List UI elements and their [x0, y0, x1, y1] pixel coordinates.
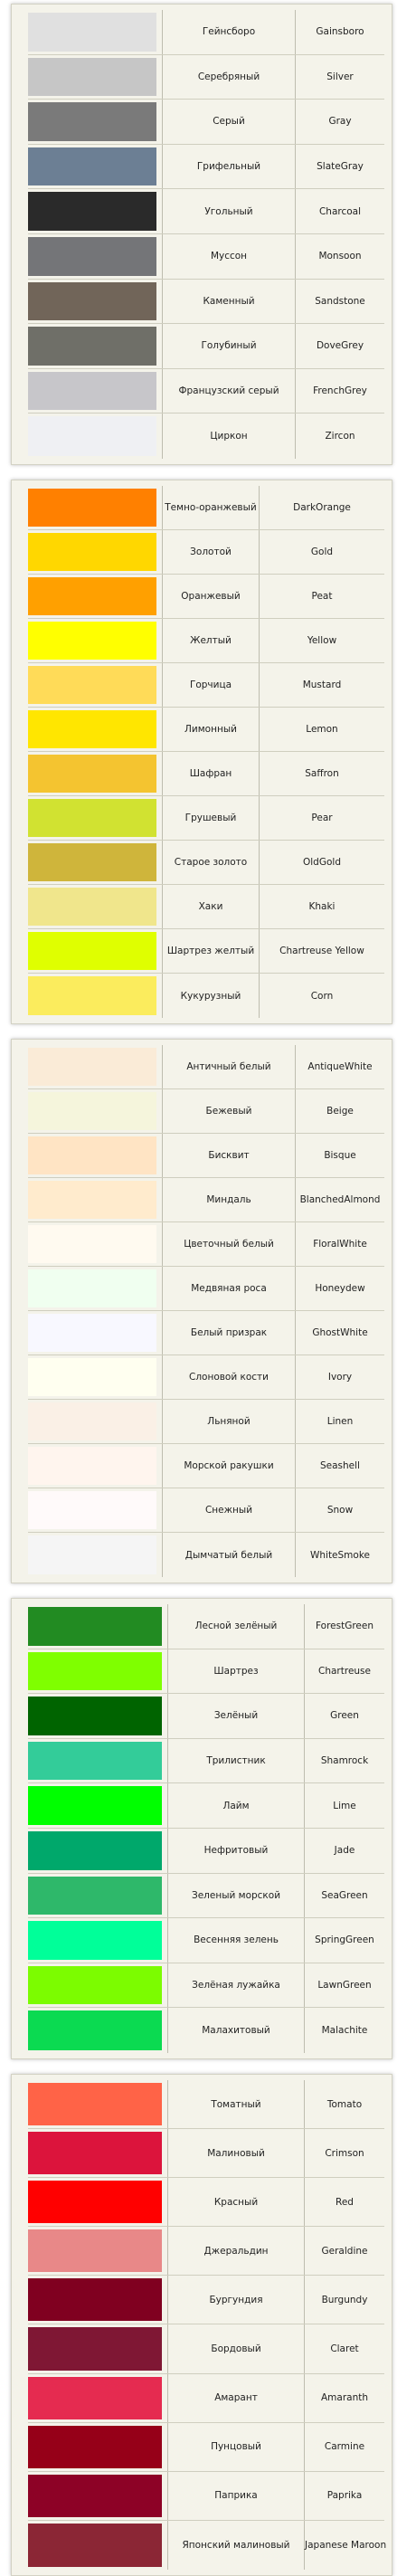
color-row [28, 1355, 384, 1400]
color-swatch [28, 13, 156, 52]
color-name-english: Gold [259, 530, 384, 574]
color-swatch [28, 1607, 162, 1646]
color-name-english: Chartreuse [304, 1649, 384, 1694]
color-row [28, 10, 384, 55]
color-row [28, 100, 384, 145]
color-name-russian: Томатный [167, 2080, 304, 2128]
color-row [28, 486, 384, 530]
color-name-english: SpringGreen [304, 1918, 384, 1963]
color-row [28, 2423, 384, 2472]
color-swatch [28, 416, 156, 456]
color-name-english: OldGold [259, 841, 384, 884]
color-name-english: Crimson [304, 2129, 384, 2177]
color-row [28, 1829, 384, 1874]
color-swatch [28, 2426, 162, 2468]
color-swatch [28, 2083, 162, 2125]
color-swatch [28, 1447, 156, 1485]
color-name-english: Honeydew [295, 1267, 384, 1310]
color-row [28, 796, 384, 841]
color-name-russian: Трилистник [167, 1739, 304, 1783]
color-swatch [28, 2278, 162, 2321]
color-name-english: Corn [259, 974, 384, 1018]
color-row [28, 1533, 384, 1577]
color-name-russian: Слоновой кости [162, 1355, 295, 1399]
color-swatch [28, 2327, 162, 2370]
color-row [28, 1649, 384, 1695]
color-swatch [28, 843, 156, 881]
color-swatch [28, 577, 156, 615]
color-name-english: Khaki [259, 885, 384, 928]
color-swatch [28, 932, 156, 970]
color-swatch [28, 1136, 156, 1174]
gray-colors-table [11, 4, 392, 465]
color-name-russian: Лимонный [162, 708, 259, 751]
color-name-russian: Античный белый [162, 1045, 295, 1088]
color-row [28, 2521, 387, 2570]
color-name-english: Linen [295, 1400, 384, 1443]
color-name-english: SlateGray [295, 145, 384, 189]
color-name-russian: Темно-оранжевый [162, 486, 259, 529]
color-swatch [28, 2010, 162, 2050]
color-name-english: WhiteSmoke [295, 1533, 384, 1577]
color-name-russian: Шартрез [167, 1649, 304, 1694]
color-name-russian: Угольный [162, 189, 295, 233]
color-row [28, 2129, 384, 2178]
color-swatch [28, 489, 156, 527]
color-swatch [28, 710, 156, 748]
color-name-russian: Хаки [162, 885, 259, 928]
color-name-english: ForestGreen [304, 1604, 384, 1649]
color-swatch [28, 282, 156, 321]
color-name-russian: Серый [162, 100, 295, 144]
color-name-russian: Красный [167, 2178, 304, 2226]
color-name-russian: Весенняя зелень [167, 1918, 304, 1963]
color-swatch [28, 1092, 156, 1130]
color-name-english: Lemon [259, 708, 384, 751]
color-name-russian: Шафран [162, 752, 259, 795]
color-name-english: GhostWhite [295, 1311, 384, 1355]
color-name-english: Sandstone [295, 280, 384, 324]
color-name-english: Beige [295, 1089, 384, 1133]
color-swatch [28, 102, 156, 141]
color-row [28, 1874, 384, 1919]
color-name-english: Mustard [259, 663, 384, 707]
color-swatch [28, 666, 156, 704]
color-row [28, 2178, 384, 2227]
color-name-english: Paprika [304, 2472, 384, 2520]
yellow-orange-colors-table [11, 480, 392, 1024]
color-name-english: Geraldine [304, 2227, 384, 2275]
color-row [28, 2374, 384, 2423]
color-row [28, 234, 384, 280]
color-swatch [28, 1831, 162, 1870]
color-row [28, 369, 384, 414]
table-body [12, 2075, 392, 2575]
color-swatch [28, 888, 156, 926]
color-name-english: Charcoal [295, 189, 384, 233]
color-swatch [28, 1786, 162, 1825]
color-swatch [28, 2229, 162, 2272]
color-swatch [28, 2475, 162, 2517]
color-swatch [28, 1652, 162, 1691]
color-name-russian: Бежевый [162, 1089, 295, 1133]
color-row [28, 1045, 384, 1089]
color-name-english: DoveGrey [295, 324, 384, 368]
color-swatch [28, 533, 156, 571]
color-swatch [28, 2377, 162, 2419]
color-name-russian: Горчица [162, 663, 259, 707]
color-row [28, 929, 384, 974]
color-row [28, 145, 384, 190]
color-name-russian: Лесной зелёный [167, 1604, 304, 1649]
color-name-english: Red [304, 2178, 384, 2226]
color-swatch [28, 1048, 156, 1086]
color-row [28, 530, 384, 575]
color-row [28, 708, 384, 752]
color-name-english: Malachite [304, 2008, 384, 2053]
color-name-russian: Нефритовый [167, 1829, 304, 1873]
color-swatch [28, 147, 156, 186]
color-swatch [28, 1877, 162, 1915]
color-swatch [28, 976, 156, 1015]
color-name-english: DarkOrange [259, 486, 384, 529]
color-row [28, 841, 384, 885]
color-name-russian: Зелёная лужайка [167, 1963, 304, 2008]
color-row [28, 1963, 384, 2009]
color-name-russian: Зеленый морской [167, 1874, 304, 1918]
color-row [28, 1488, 384, 1533]
color-name-english: Chartreuse Yellow [259, 929, 384, 973]
color-row [28, 575, 384, 619]
color-name-english: Snow [295, 1488, 384, 1532]
color-swatch [28, 1697, 162, 1735]
color-swatch [28, 58, 156, 97]
color-name-english: Yellow [259, 619, 384, 662]
color-name-russian: Медвяная роса [162, 1267, 295, 1310]
color-row [28, 280, 384, 325]
color-name-english: FloralWhite [295, 1222, 384, 1266]
color-name-russian: Грушевый [162, 796, 259, 840]
color-swatch [28, 1742, 162, 1781]
color-swatch [28, 192, 156, 231]
red-colors-table [11, 2074, 392, 2576]
color-name-english: Silver [295, 55, 384, 100]
color-name-english: BlanchedAlmond [295, 1178, 384, 1221]
color-row [28, 2080, 384, 2129]
color-row [28, 1783, 384, 1829]
color-name-english: SeaGreen [304, 1874, 384, 1918]
color-row [28, 2276, 384, 2324]
color-name-english: Seashell [295, 1444, 384, 1488]
color-name-russian: Голубиный [162, 324, 295, 368]
color-name-russian: Дымчатый белый [162, 1533, 295, 1577]
color-name-english: AntiqueWhite [295, 1045, 384, 1088]
color-name-russian: Японский малиновый [167, 2521, 304, 2570]
color-row [28, 1739, 384, 1784]
color-name-russian: Льняной [162, 1400, 295, 1443]
color-name-english: Saffron [259, 752, 384, 795]
color-swatch [28, 2181, 162, 2223]
color-name-russian: Золотой [162, 530, 259, 574]
color-swatch [28, 622, 156, 660]
table-body [12, 5, 392, 464]
color-name-russian: Лайм [167, 1783, 304, 1828]
color-row [28, 1267, 384, 1311]
color-name-russian: Шартрез желтый [162, 929, 259, 973]
color-swatch [28, 1314, 156, 1352]
color-row [28, 752, 384, 796]
color-name-english: Monsoon [295, 234, 384, 279]
color-swatch [28, 1402, 156, 1440]
color-name-russian: Цветочный белый [162, 1222, 295, 1266]
color-row [28, 663, 384, 708]
color-name-russian: Бордовый [167, 2324, 304, 2372]
color-swatch [28, 237, 156, 276]
color-name-russian: Кукурузный [162, 974, 259, 1018]
color-name-english: Shamrock [304, 1739, 384, 1783]
color-name-russian: Малиновый [167, 2129, 304, 2177]
color-swatch [28, 2524, 162, 2567]
color-row [28, 1134, 384, 1178]
color-row [28, 413, 384, 459]
color-row [28, 885, 384, 929]
color-name-english: Japanese Maroon [304, 2521, 386, 2570]
color-row [28, 1178, 384, 1222]
color-row [28, 1604, 384, 1649]
color-name-english: Jade [304, 1829, 384, 1873]
color-name-russian: Французский серый [162, 369, 295, 413]
color-row [28, 2227, 384, 2276]
color-name-russian: Снежный [162, 1488, 295, 1532]
color-name-russian: Старое золото [162, 841, 259, 884]
color-row [28, 2324, 384, 2373]
color-name-russian: Миндаль [162, 1178, 295, 1221]
color-row [28, 189, 384, 234]
table-body [12, 1599, 392, 2058]
color-name-russian: Грифельный [162, 145, 295, 189]
table-body [12, 480, 392, 1023]
color-row [28, 619, 384, 663]
color-row [28, 1694, 384, 1739]
table-body [12, 1040, 392, 1583]
color-name-english: Amaranth [304, 2374, 384, 2422]
color-swatch [28, 1269, 156, 1307]
color-name-russian: Циркон [162, 413, 295, 459]
color-name-russian: Морской ракушки [162, 1444, 295, 1488]
color-swatch [28, 799, 156, 837]
color-name-english: Burgundy [304, 2276, 384, 2324]
color-name-russian: Бисквит [162, 1134, 295, 1177]
color-name-english: Green [304, 1694, 384, 1738]
color-row [28, 2008, 384, 2053]
color-name-english: Carmine [304, 2423, 384, 2471]
color-name-english: Gainsboro [295, 10, 384, 54]
color-name-english: Lime [304, 1783, 384, 1828]
color-row [28, 1222, 384, 1267]
color-swatch [28, 1966, 162, 2005]
color-name-english: Tomato [304, 2080, 384, 2128]
color-swatch [28, 1358, 156, 1396]
color-swatch [28, 2132, 162, 2174]
color-swatch [28, 372, 156, 411]
color-row [28, 974, 384, 1018]
color-name-russian: Оранжевый [162, 575, 259, 618]
color-name-russian: Паприка [167, 2472, 304, 2520]
color-name-russian: Каменный [162, 280, 295, 324]
color-name-english: Claret [304, 2324, 384, 2372]
color-swatch [28, 755, 156, 793]
color-swatch [28, 327, 156, 366]
color-name-english: FrenchGrey [295, 369, 384, 413]
color-row [28, 324, 384, 369]
color-row [28, 1400, 384, 1444]
color-name-russian: Зелёный [167, 1694, 304, 1738]
color-name-english: Pear [259, 796, 384, 840]
color-swatch [28, 1535, 156, 1574]
color-name-russian: Пунцовый [167, 2423, 304, 2471]
color-name-english: Gray [295, 100, 384, 144]
color-name-russian: Амарант [167, 2374, 304, 2422]
color-name-russian: Гейнсборо [162, 10, 295, 54]
color-name-english: Bisque [295, 1134, 384, 1177]
color-name-russian: Серебряный [162, 55, 295, 100]
color-name-russian: Малахитовый [167, 2008, 304, 2053]
color-name-english: Peat [259, 575, 384, 618]
white-colors-table [11, 1039, 392, 1583]
color-name-russian: Белый призрак [162, 1311, 295, 1355]
color-name-english: Zircon [295, 413, 384, 459]
color-row [28, 1918, 384, 1963]
color-name-russian: Джеральдин [167, 2227, 304, 2275]
color-name-russian: Желтый [162, 619, 259, 662]
color-row [28, 2472, 384, 2521]
color-swatch [28, 1225, 156, 1263]
color-row [28, 1089, 384, 1134]
color-swatch [28, 1181, 156, 1219]
color-name-english: Ivory [295, 1355, 384, 1399]
color-row [28, 1311, 384, 1355]
color-name-russian: Бургундия [167, 2276, 304, 2324]
color-name-english: LawnGreen [304, 1963, 384, 2008]
color-row [28, 55, 384, 100]
color-swatch [28, 1921, 162, 1960]
green-colors-table [11, 1598, 392, 2059]
color-row [28, 1444, 384, 1488]
color-name-russian: Муссон [162, 234, 295, 279]
color-swatch [28, 1491, 156, 1529]
